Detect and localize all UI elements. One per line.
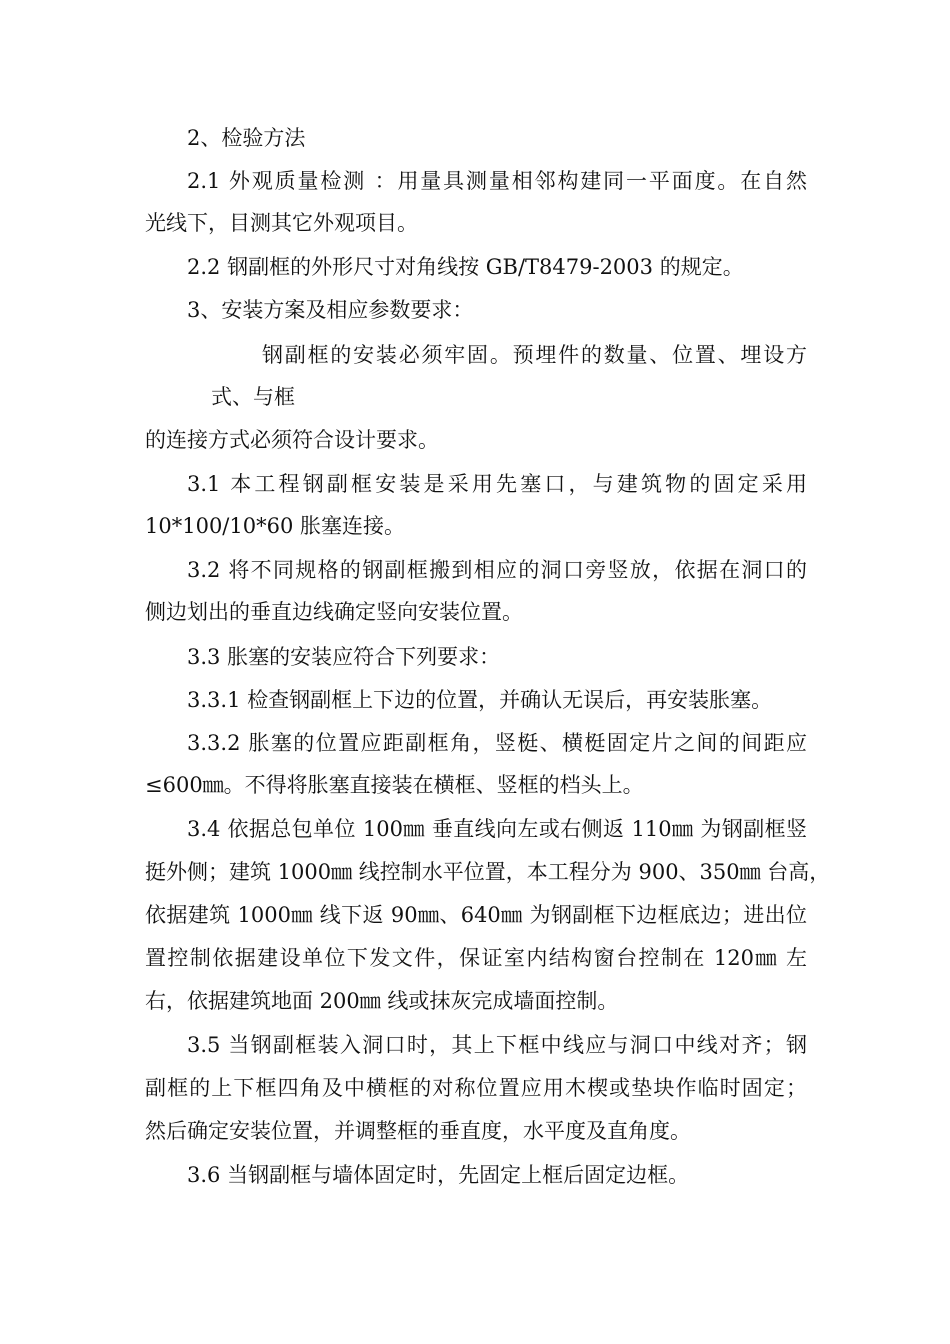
- paragraph-line: 然后确定安装位置，并调整框的垂直度，水平度及直角度。: [145, 1119, 691, 1143]
- paragraph-line: 3.2 将不同规格的钢副框搬到相应的洞口旁竖放，依据在洞口的: [187, 558, 807, 582]
- paragraph-line: ≤600㎜。不得将胀塞直接装在横框、竖框的档头上。: [145, 773, 644, 797]
- paragraph-line: 副框的上下框四角及中横框的对称位置应用木楔或垫块作临时固定；: [145, 1076, 807, 1100]
- paragraph-line: 的连接方式必须符合设计要求。: [145, 428, 439, 452]
- paragraph-line: 挺外侧；建筑 1000㎜ 线控制水平位置，本工程分为 900、350㎜ 台高，: [145, 860, 831, 884]
- paragraph-line: 3.4 依据总包单位 100㎜ 垂直线向左或右侧返 110㎜ 为钢副框竖: [187, 817, 807, 841]
- paragraph-line: 钢副框的安装必须牢固。预埋件的数量、位置、埋设方: [262, 343, 807, 367]
- paragraph-line: 3.3.1 检查钢副框上下边的位置，并确认无误后，再安装胀塞。: [187, 688, 773, 712]
- heading-inspection-method: 2、检验方法: [187, 126, 306, 150]
- paragraph-line: 光线下，目测其它外观项目。: [145, 211, 418, 235]
- paragraph-line: 2.1 外观质量检测 ：用量具测量相邻构建同一平面度。在自然: [187, 169, 807, 193]
- paragraph-line: 右，依据建筑地面 200㎜ 线或抹灰完成墙面控制。: [145, 989, 619, 1013]
- paragraph-line: 3.6 当钢副框与墙体固定时，先固定上框后固定边框。: [187, 1163, 690, 1187]
- paragraph-line: 3.3 胀塞的安装应符合下列要求：: [187, 645, 501, 669]
- paragraph-line: 依据建筑 1000㎜ 线下返 90㎜、640㎜ 为钢副框下边框底边；进出位: [145, 903, 807, 927]
- paragraph-line: 3.3.2 胀塞的位置应距副框角，竖梃、横梃固定片之间的间距应: [187, 731, 807, 755]
- heading-installation-plan: 3、安装方案及相应参数要求：: [187, 298, 474, 322]
- paragraph-line: 式、与框: [211, 385, 295, 409]
- paragraph-line: 侧边划出的垂直边线确定竖向安装位置。: [145, 600, 523, 624]
- paragraph-line: 3.1 本工程钢副框安装是采用先塞口，与建筑物的固定采用: [187, 472, 807, 496]
- paragraph-line: 10*100/10*60 胀塞连接。: [145, 514, 405, 538]
- paragraph-line: 2.2 钢副框的外形尺寸对角线按 GB/T8479-2003 的规定。: [187, 255, 744, 279]
- paragraph-line: 置控制依据建设单位下发文件，保证室内结构窗台控制在 120㎜ 左: [145, 946, 807, 970]
- paragraph-line: 3.5 当钢副框装入洞口时，其上下框中线应与洞口中线对齐；钢: [187, 1033, 807, 1057]
